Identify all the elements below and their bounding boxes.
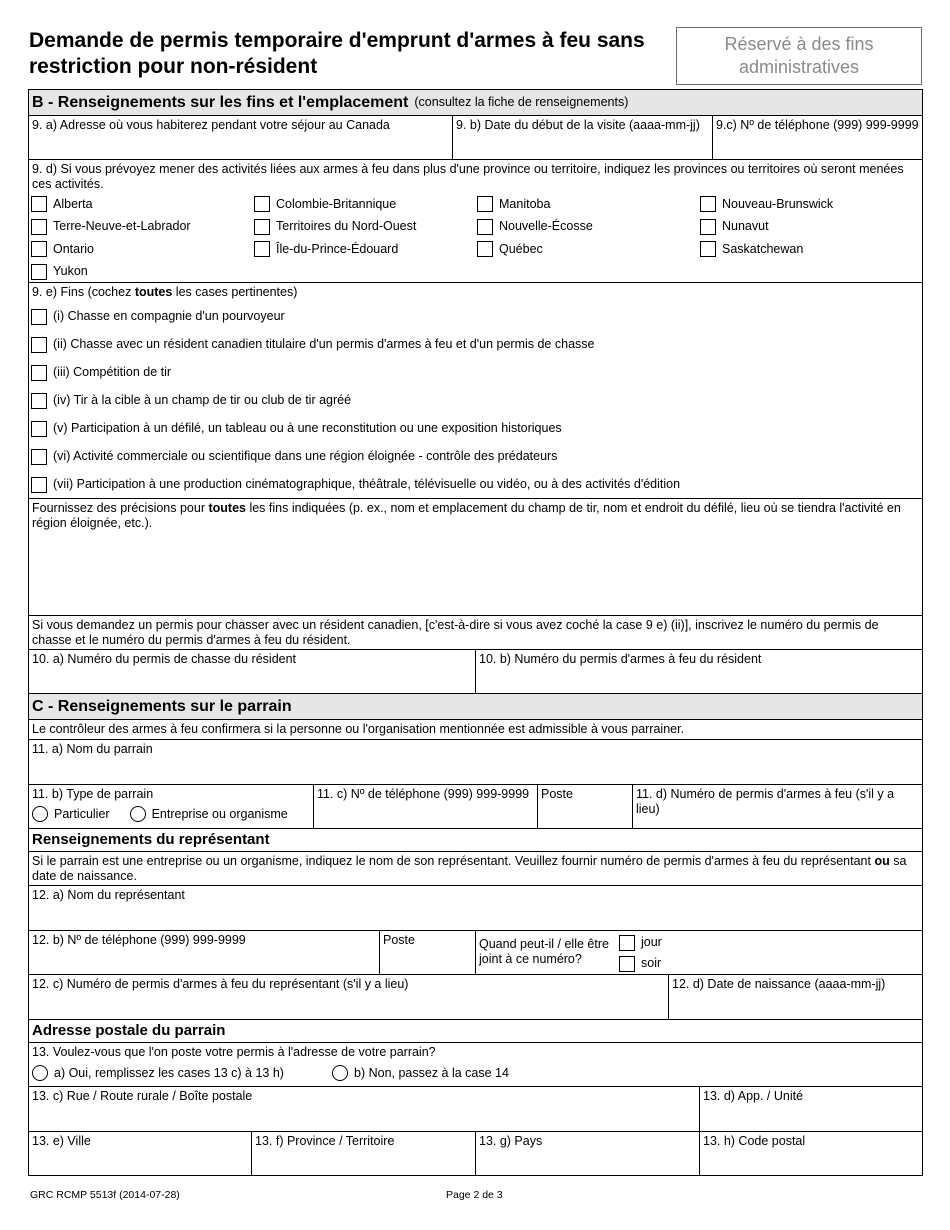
checkbox[interactable]	[254, 241, 270, 257]
label-13d: 13. d) App. / Unité	[703, 1089, 804, 1103]
checkbox[interactable]	[31, 477, 47, 493]
province-nouveau-brunswick[interactable]: Nouveau-Brunswick	[700, 193, 923, 216]
province-ontario[interactable]: Ontario	[31, 238, 254, 261]
field-stay-address[interactable]	[29, 116, 453, 159]
label-9c: 9.c) Nº de téléphone (999) 999-9999	[716, 118, 919, 132]
province-ile-du-prince-edouard[interactable]: Île-du-Prince-Édouard	[254, 238, 477, 261]
purpose-i[interactable]: (i) Chasse en compagnie d'un pourvoyeur	[29, 303, 922, 331]
field-country[interactable]	[476, 1132, 700, 1175]
checkbox[interactable]	[31, 449, 47, 465]
section-b-title: B - Renseignements sur les fins et l'emplacement	[32, 93, 409, 111]
label-13e: 13. e) Ville	[32, 1134, 91, 1148]
row-13efgh	[29, 1132, 922, 1175]
province-nunavut[interactable]: Nunavut	[700, 216, 923, 239]
label-12b: 12. b) Nº de téléphone (999) 999-9999	[32, 933, 246, 947]
row-9abc	[29, 116, 922, 160]
purpose-iii[interactable]: (iii) Compétition de tir	[29, 359, 922, 387]
question-13	[29, 1043, 922, 1087]
field-resident-firearms-licence[interactable]	[476, 650, 922, 693]
checkbox[interactable]	[31, 365, 47, 381]
field-representative-licence[interactable]	[29, 975, 669, 1019]
page-title: Demande de permis temporaire d'emprunt d'armes à feu sans restriction pour non-résident	[29, 29, 645, 78]
checkbox[interactable]	[254, 196, 270, 212]
purpose-vi[interactable]: (vi) Activité commerciale ou scientifique dans une région éloignée - contrôle des prédateurs	[29, 443, 922, 471]
radio-button[interactable]	[32, 1065, 48, 1081]
label-9e: 9. e) Fins (cochez toutes les cases pertinentes)	[32, 285, 298, 299]
checkbox[interactable]	[31, 219, 47, 235]
label-11b: 11. b) Type de parrain	[32, 787, 154, 801]
label-11a: 11. a) Nom du parrain	[32, 742, 153, 756]
radio-entreprise[interactable]: Entreprise ou organisme	[130, 806, 288, 822]
purpose-vii[interactable]: (vii) Participation à une production cinématographique, théâtrale, télévisuelle ou vidéo, ou à des activités d'édition	[29, 471, 922, 499]
radio-button[interactable]	[130, 806, 146, 822]
field-sponsor-licence[interactable]	[633, 785, 922, 828]
label-13: 13. Voulez-vous que l'on poste votre permis à l'adresse de votre parrain?	[32, 1045, 436, 1059]
row-12b	[29, 931, 922, 975]
label-11c: 11. c) Nº de téléphone (999) 999-9999	[317, 787, 530, 801]
label-poste: Poste	[541, 787, 573, 801]
purpose-iv[interactable]: (iv) Tir à la cible à un champ de tir ou club de tir agréé	[29, 387, 922, 415]
row-12cd	[29, 975, 922, 1020]
checkbox[interactable]	[254, 219, 270, 235]
label-poste: Poste	[383, 933, 415, 947]
province-manitoba[interactable]: Manitoba	[477, 193, 700, 216]
field-unit[interactable]	[700, 1087, 922, 1131]
section-c-note: Le contrôleur des armes à feu confirmera si la personne ou l'organisation mentionnée est admissible à vous parrainer.	[29, 720, 922, 740]
field-sponsor-type	[29, 785, 314, 828]
representative-header: Renseignements du représentant	[29, 829, 922, 852]
section-b-note: (consultez la fiche de renseignements)	[414, 94, 629, 109]
field-contact-time	[476, 931, 922, 974]
checkbox[interactable]	[477, 241, 493, 257]
row-11	[29, 785, 922, 829]
field-province[interactable]	[252, 1132, 476, 1175]
radio-button[interactable]	[332, 1065, 348, 1081]
checkbox[interactable]	[619, 956, 635, 972]
checkbox[interactable]	[477, 196, 493, 212]
label-12d: 12. d) Date de naissance (aaaa-mm-jj)	[672, 977, 886, 991]
section-c-header	[29, 694, 922, 720]
checkbox[interactable]	[477, 219, 493, 235]
field-sponsor-name[interactable]	[29, 740, 922, 785]
field-purpose-details[interactable]	[29, 499, 922, 616]
province-colombie-britannique[interactable]: Colombie-Britannique	[254, 193, 477, 216]
label-11d: 11. d) Numéro de permis d'armes à feu (s'il y a lieu)	[636, 787, 895, 817]
mailing-header: Adresse postale du parrain	[29, 1020, 922, 1043]
province-territoires-du-nord-ouest[interactable]: Territoires du Nord-Ouest	[254, 216, 477, 239]
label-12a: 12. a) Nom du représentant	[32, 888, 185, 902]
purpose-v[interactable]: (v) Participation à un défilé, un tableau ou à une reconstitution ou une exposition historiques	[29, 415, 922, 443]
provinces-grid	[29, 193, 922, 283]
field-sponsor-ext[interactable]	[538, 785, 633, 828]
checkbox[interactable]	[31, 309, 47, 325]
field-stay-phone[interactable]	[713, 116, 922, 159]
field-representative-ext[interactable]	[380, 931, 476, 974]
field-street[interactable]	[29, 1087, 700, 1131]
label-13f: 13. f) Province / Territoire	[255, 1134, 395, 1148]
checkbox[interactable]	[619, 935, 635, 951]
label-10b: 10. b) Numéro du permis d'armes à feu du résident	[479, 652, 762, 666]
checkbox[interactable]	[31, 196, 47, 212]
checkbox[interactable]	[31, 421, 47, 437]
field-city[interactable]	[29, 1132, 252, 1175]
section-c-title: C - Renseignements sur le parrain	[32, 697, 292, 715]
province-quebec[interactable]: Québec	[477, 238, 700, 261]
radio-button[interactable]	[32, 806, 48, 822]
province-nouvelle-ecosse[interactable]: Nouvelle-Écosse	[477, 216, 700, 239]
label-9a: 9. a) Adresse où vous habiterez pendant votre séjour au Canada	[32, 118, 390, 132]
field-representative-name[interactable]	[29, 886, 922, 931]
admin-use-box: Réservé à des fins administratives	[676, 27, 922, 85]
purposes-block	[29, 283, 922, 499]
checkbox[interactable]	[31, 241, 47, 257]
section-b-header	[29, 90, 922, 116]
province-saskatchewan[interactable]: Saskatchewan	[700, 238, 923, 261]
row-10	[29, 650, 922, 694]
checkbox[interactable]	[31, 337, 47, 353]
provinces-block	[29, 160, 922, 283]
checkbox[interactable]	[31, 264, 47, 280]
label-when-reach: Quand peut-il / elle être joint à ce numéro?	[479, 937, 609, 967]
radio-yes-mail-sponsor[interactable]: a) Oui, remplissez les cases 13 c) à 13 h)	[32, 1065, 332, 1081]
field-representative-phone[interactable]	[29, 931, 380, 974]
field-postal-code[interactable]	[700, 1132, 922, 1175]
label-9b: 9. b) Date du début de la visite (aaaa-mm-jj)	[456, 118, 700, 132]
purpose-ii[interactable]: (ii) Chasse avec un résident canadien titulaire d'un permis d'armes à feu et d'un permis de chasse	[29, 331, 922, 359]
checkbox-soir[interactable]: soir	[619, 953, 662, 974]
checkbox[interactable]	[31, 393, 47, 409]
label-purpose-details: Fournissez des précisions pour toutes les fins indiquées (p. ex., nom et emplacement du champ de tir, nom et endroit du défilé, lieu où se tiendra l'activité en région éloignée, etc.).	[32, 501, 901, 531]
province-terre-neuve-et-labrador[interactable]: Terre-Neuve-et-Labrador	[31, 216, 254, 239]
label-13c: 13. c) Rue / Route rurale / Boîte postale	[32, 1089, 253, 1103]
field-resident-hunting-permit[interactable]	[29, 650, 476, 693]
label-10a: 10. a) Numéro du permis de chasse du résident	[32, 652, 297, 666]
label-13h: 13. h) Code postal	[703, 1134, 806, 1148]
field-representative-dob[interactable]	[669, 975, 922, 1019]
checkbox-jour[interactable]: jour	[619, 932, 662, 953]
radio-no-mail-sponsor[interactable]: b) Non, passez à la case 14	[332, 1065, 509, 1081]
checkbox[interactable]	[700, 219, 716, 235]
label-9d: 9. d) Si vous prévoyez mener des activités liées aux armes à feu dans plus d'une province ou territoire, indiquez les provinces ou territoires où seront menées ces activités.	[32, 162, 904, 192]
field-sponsor-phone[interactable]	[314, 785, 538, 828]
row-13cd	[29, 1087, 922, 1132]
field-visit-start-date[interactable]	[453, 116, 713, 159]
representative-note: Si le parrain est une entreprise ou un organisme, indiquez le nom de son représentant. Veuillez fournir numéro de permis d'armes à feu du représentant ou sa date de naissance.	[29, 852, 922, 886]
radio-particulier[interactable]: Particulier	[32, 806, 110, 822]
page-number: Page 2 de 3	[446, 1189, 503, 1201]
form-id: GRC RCMP 5513f (2014-07-28)	[30, 1189, 180, 1201]
application-form	[28, 89, 923, 1176]
label-12c: 12. c) Numéro de permis d'armes à feu du représentant (s'il y a lieu)	[32, 977, 409, 991]
hunt-note: Si vous demandez un permis pour chasser avec un résident canadien, [c'est-à-dire si vous avez coché la case 9 e) (ii)], inscrivez le numéro du permis de chasse et le numéro du permis d'armes à feu du résident.	[29, 616, 922, 650]
checkbox[interactable]	[700, 196, 716, 212]
label-13g: 13. g) Pays	[479, 1134, 543, 1148]
checkbox[interactable]	[700, 241, 716, 257]
province-alberta[interactable]: Alberta	[31, 193, 254, 216]
province-yukon[interactable]: Yukon	[31, 261, 254, 284]
